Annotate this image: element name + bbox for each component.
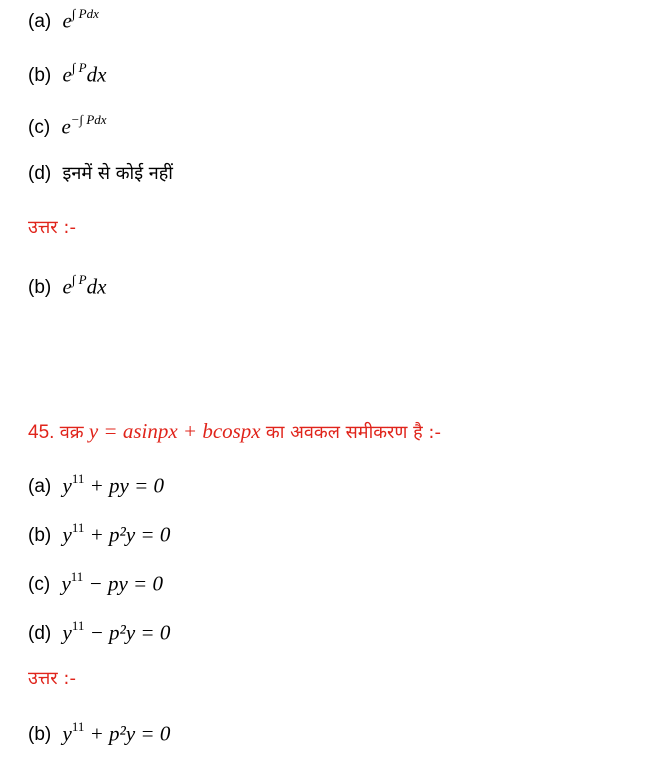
answer-label: (b) xyxy=(28,277,52,299)
question-prefix: वक्र xyxy=(59,422,84,443)
question-number: 45. xyxy=(28,422,55,443)
q44-option-a xyxy=(28,4,99,34)
answer-exponent: 11 xyxy=(71,719,85,734)
option-label: (a) xyxy=(28,11,52,33)
option-exponent: ∫ P xyxy=(71,60,87,75)
option-rest: − py = 0 xyxy=(83,571,163,596)
q44-answer xyxy=(28,270,106,300)
option-label: (b) xyxy=(28,65,52,87)
question-suffix: का अवकल समीकरण है :- xyxy=(265,422,441,443)
option-exponent: ∫ Pdx xyxy=(71,6,99,21)
option-rest: − p²y = 0 xyxy=(84,620,171,645)
option-label: (b) xyxy=(28,525,52,547)
option-tail: dx xyxy=(86,62,107,87)
option-rest: + p²y = 0 xyxy=(84,522,171,547)
q45-option-a xyxy=(28,469,164,499)
option-text: इनमें से कोई नहीं xyxy=(62,163,173,184)
option-base: e xyxy=(62,62,72,87)
option-label: (d) xyxy=(28,163,52,184)
answer-base: e xyxy=(62,274,72,299)
option-base: e xyxy=(61,114,71,139)
option-y: y xyxy=(62,522,72,547)
answer-label: (b) xyxy=(28,724,52,746)
option-y: y xyxy=(62,473,72,498)
q44-option-c xyxy=(28,110,107,140)
option-exponent: 11 xyxy=(71,618,85,633)
option-label: (a) xyxy=(28,476,52,498)
answer-y: y xyxy=(62,721,72,746)
q44-option-b xyxy=(28,58,106,88)
answer-exponent: ∫ P xyxy=(71,272,87,287)
option-label: (c) xyxy=(28,574,51,596)
answer-rest: + p²y = 0 xyxy=(84,721,171,746)
q45-answer-heading: उत्तर :- xyxy=(28,668,76,689)
option-rest: + py = 0 xyxy=(84,473,165,498)
option-exponent: 11 xyxy=(70,569,84,584)
q44-answer-heading: उत्तर :- xyxy=(28,217,76,238)
option-y: y xyxy=(62,620,72,645)
q45-question xyxy=(28,419,441,445)
option-exponent: −∫ Pdx xyxy=(70,112,107,127)
option-exponent: 11 xyxy=(71,520,85,535)
option-label: (c) xyxy=(28,117,51,139)
answer-tail: dx xyxy=(86,274,107,299)
option-base: e xyxy=(62,8,72,33)
q44-option-d xyxy=(28,162,173,186)
q45-option-c xyxy=(28,567,163,597)
q45-option-b xyxy=(28,518,170,548)
option-exponent: 11 xyxy=(71,471,85,486)
q45-option-d xyxy=(28,616,170,646)
option-y: y xyxy=(61,571,71,596)
question-equation: y = asinpx + bcospx xyxy=(88,419,261,443)
q45-answer xyxy=(28,717,170,747)
option-label: (d) xyxy=(28,623,52,645)
